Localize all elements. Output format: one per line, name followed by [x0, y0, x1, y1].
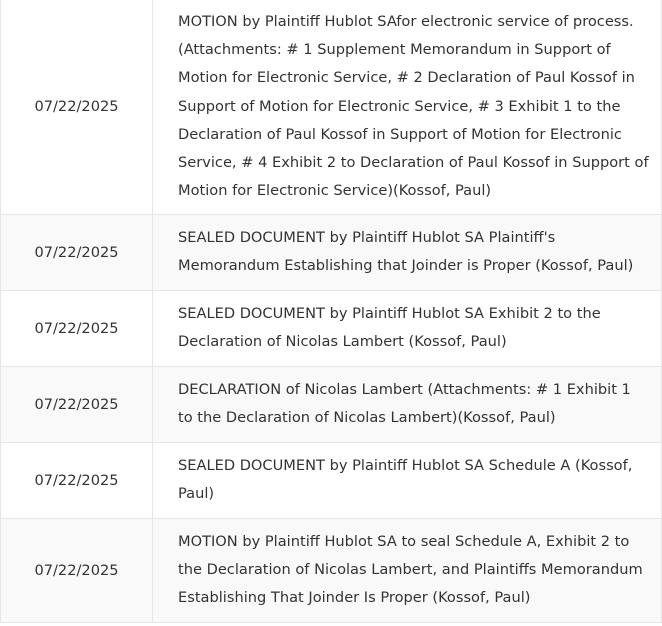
entry-date: 07/22/2025 [1, 442, 153, 518]
docket-entry-row [1, 290, 662, 366]
entry-date: 07/22/2025 [1, 518, 153, 622]
entry-description: SEALED DOCUMENT by Plaintiff Hublot SA Schedule A (Kossof, Paul) [153, 442, 662, 518]
docket-entry-row [1, 214, 662, 290]
entry-date: 07/22/2025 [1, 290, 153, 366]
docket-entry-row [1, 0, 662, 214]
entry-description: SEALED DOCUMENT by Plaintiff Hublot SA Plaintiff's Memorandum Establishing that Joinder is Proper (Kossof, Paul) [153, 214, 662, 290]
docket-entry-row [1, 442, 662, 518]
entry-description: MOTION by Plaintiff Hublot SA to seal Schedule A, Exhibit 2 to the Declaration of Nicolas Lambert, and Plaintiffs Memorandum Establishing That Joinder Is Proper (Kossof, Paul) [153, 518, 662, 622]
entry-description: MOTION by Plaintiff Hublot SAfor electronic service of process. (Attachments: # 1 Supplement Memorandum in Support of Motion for Electronic Service, # 2 Declaration of Paul Kossof in Support of Motion for Electronic Service, # 3 Exhibit 1 to the Declaration of Paul Kossof in Support of Motion for Electronic Service, # 4 Exhibit 2 to Declaration of Paul Kossof in Support of Motion for Electronic Service)(Kossof, Paul) [153, 0, 662, 214]
docket-entry-row [1, 518, 662, 622]
entry-date: 07/22/2025 [1, 0, 153, 214]
docket-entry-row [1, 366, 662, 442]
entry-description: SEALED DOCUMENT by Plaintiff Hublot SA Exhibit 2 to the Declaration of Nicolas Lambert (Kossof, Paul) [153, 290, 662, 366]
entry-date: 07/22/2025 [1, 214, 153, 290]
entry-description: DECLARATION of Nicolas Lambert (Attachments: # 1 Exhibit 1 to the Declaration of Nicolas Lambert)(Kossof, Paul) [153, 366, 662, 442]
entry-date: 07/22/2025 [1, 366, 153, 442]
